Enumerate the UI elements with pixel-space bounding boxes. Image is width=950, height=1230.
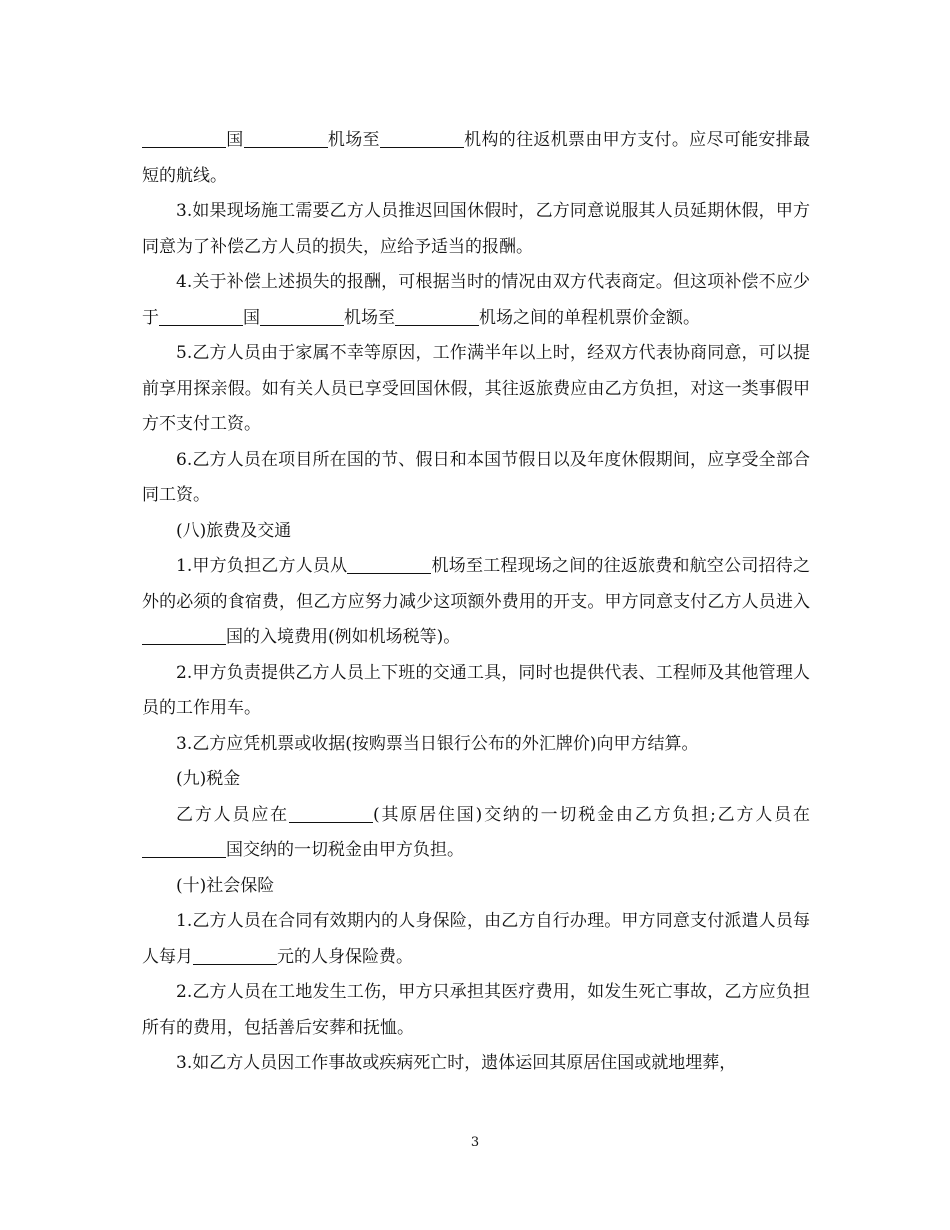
fill-in-blank: [244, 130, 328, 148]
paragraph-text: 元的人身保险费。: [277, 946, 413, 967]
paragraph: [142, 1046, 810, 1082]
fill-in-blank: [395, 308, 479, 326]
paragraph-text: 2.乙方人员在工地发生工伤，甲方只承担其医疗费用，如发生死亡事故，乙方应负担所有的费用，包括善后安葬和抚恤。: [142, 982, 810, 1038]
paragraph: [142, 514, 810, 550]
paragraph-text: 机场至工程现场之间的往返旅费和航空公司招待之外的必须的食宿费，但乙方应努力减少这项额外费用的开支。甲方同意支付乙方人员进入: [142, 556, 810, 612]
paragraph-text: 机构的往返机票由甲方支付。应尽可能安排最短的航线。: [142, 130, 811, 186]
paragraph-text: (十)社会保险: [176, 875, 275, 896]
fill-in-blank: [142, 627, 226, 645]
paragraph-text: 1.甲方负担乙方人员从: [176, 556, 348, 576]
fill-in-blank: [142, 130, 226, 148]
paragraph: [142, 904, 810, 975]
page-number: 3: [470, 1135, 480, 1150]
paragraph: [142, 762, 810, 798]
paragraph: [142, 869, 810, 905]
paragraph: [142, 656, 810, 727]
fill-in-blank: [142, 840, 226, 858]
paragraph-text: 国交纳的一切税金由甲方负担。: [226, 840, 464, 860]
paragraph-text: 国: [243, 307, 260, 328]
paragraph-text: (其原居住国)交纳的一切税金由乙方负担;乙方人员在: [373, 804, 810, 825]
paragraph: [142, 194, 810, 265]
paragraph-text: 3.如乙方人员因工作事故或疾病死亡时，遗体运回其原居住国或就地埋葬，: [176, 1053, 737, 1073]
fill-in-blank: [380, 130, 464, 148]
paragraph-text: 4.关于补偿上述损失的报酬，可根据当时的情况由双方代表商定。但这项补偿不应少于: [142, 272, 810, 328]
fill-in-blank: [260, 308, 344, 326]
paragraph: [142, 336, 810, 443]
fill-in-blank: [193, 947, 277, 965]
paragraph-text: 3.如果现场施工需要乙方人员推迟回国休假时，乙方同意说服其人员延期休假，甲方同意为了补偿乙方人员的损失，应给予适当的报酬。: [142, 201, 810, 257]
paragraph-text: 1.乙方人员在合同有效期内的人身保险，由乙方自行办理。甲方同意支付派遣人员每人每月: [142, 911, 810, 967]
paragraph-text: 乙方人员应在: [176, 804, 289, 825]
fill-in-blank: [159, 308, 243, 326]
fill-in-blank: [347, 556, 431, 574]
paragraph-text: 3.乙方应凭机票或收据(按购票当日银行公布的外汇牌价)向甲方结算。: [176, 733, 699, 754]
paragraph-text: 5.乙方人员由于家属不幸等原因，工作满半年以上时，经双方代表协商同意，可以提前享用探亲假。如有关人员已享受回国休假，其往返旅费应由乙方负担，对这一类事假甲方不支付工资。: [142, 343, 810, 434]
paragraph-text: (九)税金: [176, 769, 241, 789]
paragraph-text: 机场至: [344, 307, 395, 328]
paragraph: [142, 549, 810, 656]
paragraph: [142, 975, 810, 1046]
paragraph-text: 2.甲方负责提供乙方人员上下班的交通工具，同时也提供代表、工程师及其他管理人员的工作用车。: [142, 662, 810, 718]
paragraph-text: 机场至: [327, 130, 380, 150]
paragraph: [142, 443, 810, 514]
paragraph-text: (八)旅费及交通: [176, 520, 292, 541]
paragraph-text: 国的入境费用(例如机场税等)。: [226, 627, 461, 647]
paragraph: [142, 123, 810, 194]
paragraph: [142, 798, 810, 869]
paragraph-text: 6.乙方人员在项目所在国的节、假日和本国节假日以及年度休假期间，应享受全部合同工资。: [142, 449, 810, 505]
paragraph: [142, 265, 810, 336]
paragraph-text: 国: [226, 130, 244, 150]
document-body: [142, 123, 810, 1082]
paragraph: [142, 727, 810, 763]
paragraph-text: 机场之间的单程机票价金额。: [479, 307, 700, 328]
fill-in-blank: [289, 805, 373, 823]
